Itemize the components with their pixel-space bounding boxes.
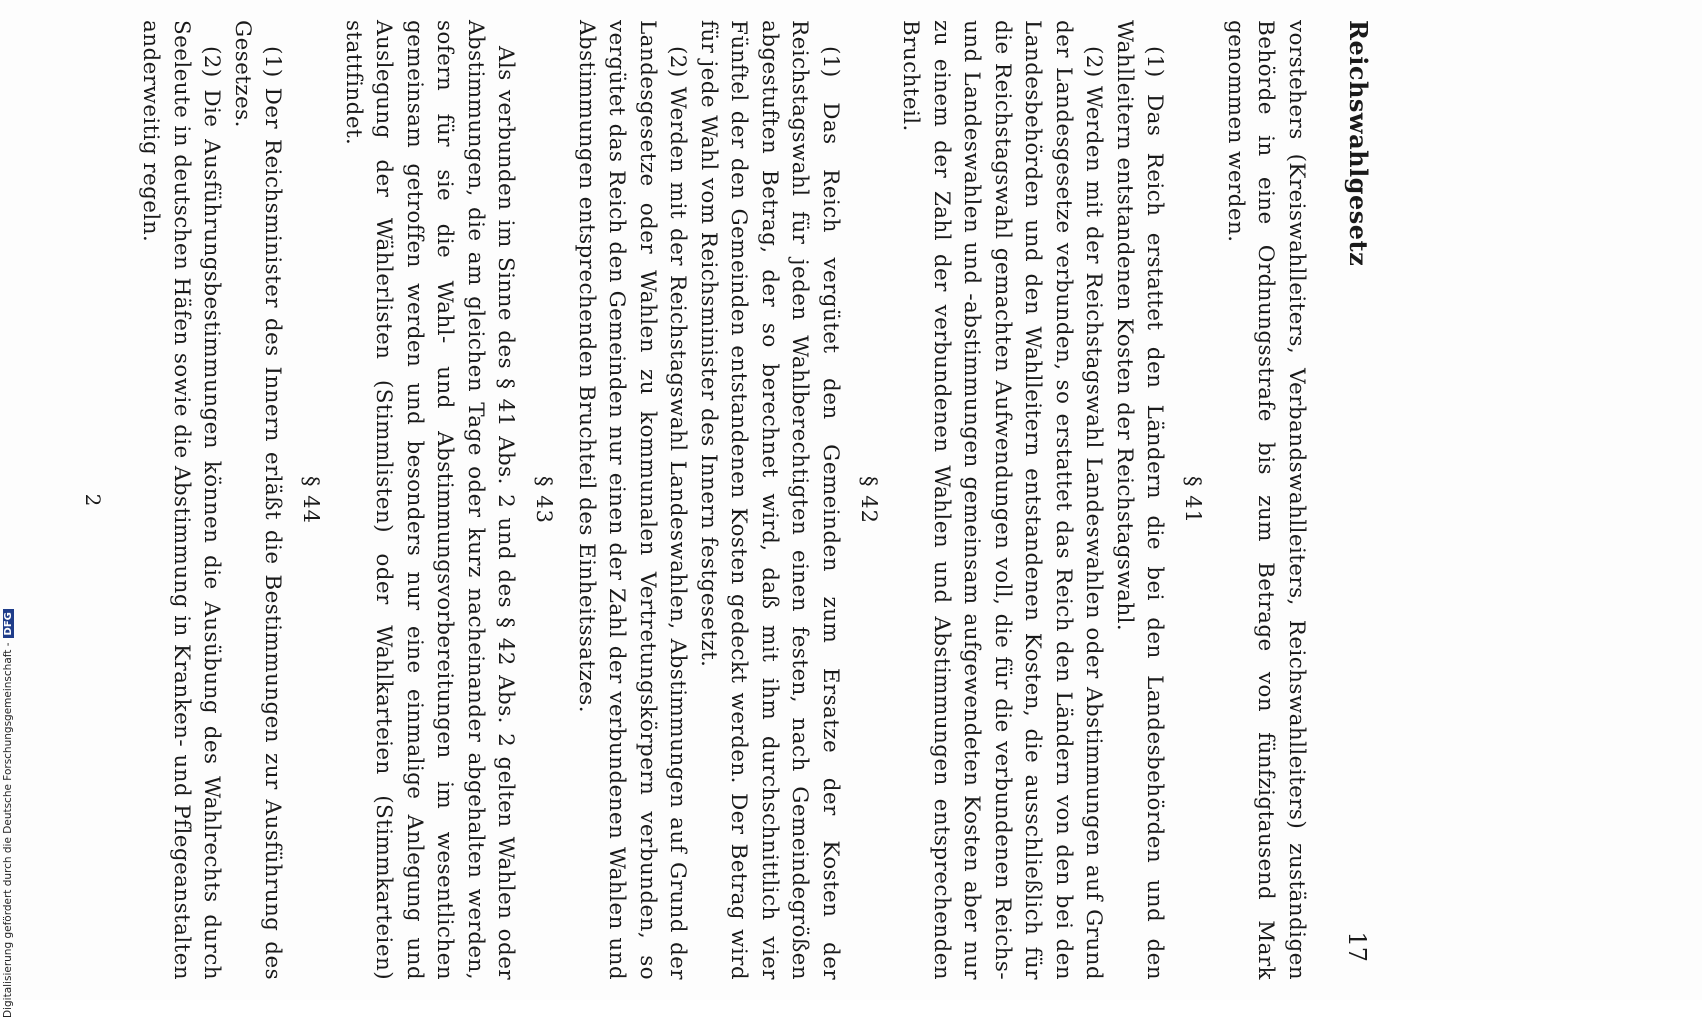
section-heading: § 41: [1181, 476, 1206, 524]
section-41: [895, 20, 1206, 980]
section-43: [338, 20, 557, 980]
paragraph: (2) Werden mit der Reichstagswahl Landeswahlen, Abstimmungen auf Grund der Landesgesetze oder Wahlen zu kommunalen Vertretungskörpern verbunden, so vergütet das Reich den Gemeinden nur einen der Zahl der verbundenen Wahlen und Abstimmungen entsprechenden Bruchteil des Einheitssatzes.: [574, 20, 691, 980]
intro-paragraph: vorstehers (Kreiswahlleiters, Verbandswahlleiters, Reichswahlleiters) zuständigen Behörde in eine Ordnungsstrafe bis zum Betrage von fünfzigtausend Mark genommen werden.: [1223, 20, 1309, 980]
dfg-logo: DFG: [3, 609, 14, 638]
credit-text: Digitalisierung gefördert durch die Deutsche Forschungsgemeinschaft -: [2, 642, 14, 1018]
section-heading: § 43: [532, 476, 557, 524]
paragraph: (1) Das Reich erstattet den Ländern die bei den Landesbehörden und den Wahlleitern entstandenen Kosten der Reichstagswahl.: [1112, 20, 1168, 980]
text-column: [81, 20, 1311, 980]
paragraph: (2) Die Ausführungsbestimmungen können die Ausübung des Wahlrechts durch Seeleute in deutschen Häfen sowie die Abstimmung in Kranken- und Pflegeanstalten anderweitig regeln.: [138, 20, 225, 980]
paragraph: Als verbunden im Sinne des § 41 Abs. 2 und des § 42 Abs. 2 gelten Wahlen oder Abstimmungen, die am gleichen Tage oder kurz nacheinander abgehalten werden, sofern für sie die Wahl- und Abstimmungsvorbereitungen im wesentlichen gemeinsam getroffen werden und besonders nur eine einmalige Anlegung und Auslegung der Wählerlisten (Stimmlisten) oder Wahlkarteien (Stimmkarteien) stattfindet.: [341, 20, 519, 980]
paragraph: (1) Das Reich vergütet den Gemeinden zum Ersatze der Kosten der Reichstagswahl für jeden Wahlberechtigten einen festen, nach Gemeindegrößen abgestuften Betrag, der so berechnet wird, daß mit ihm durchschnittlich vier Fünftel der den Gemeinden entstandenen Kosten gedeckt werden. Der Betrag wird für jede Wahl vom Reichsminister des Innern festgesetzt.: [696, 20, 843, 980]
paragraph: (2) Werden mit der Reichstagswahl Landeswahlen oder Abstimmungen auf Grund der Landesgesetze verbunden, so erstattet das Reich den Ländern von den bei den Landesbehörden und den Wahlleitern entstandenen Kosten, die ausschließlich für die Reichstagswahl gemachten Aufwendungen voll, die für die verbundenen Reichs- und Landeswahlen und -abstimmungen gemeinsam aufgewendeten Kosten aber nur zu einem der Zahl der verbundenen Wahlen und Abstimmungen entsprechenden Bruchteil.: [898, 20, 1107, 980]
section-42: [571, 20, 882, 980]
paragraph: (1) Der Reichsminister des Innern erläßt die Bestimmungen zur Ausführung des Gesetzes.: [230, 20, 286, 980]
section-heading: § 44: [299, 476, 324, 524]
section-44: [135, 20, 324, 980]
page-number: 17: [1343, 931, 1371, 962]
digitization-credit: [2, 518, 18, 1018]
running-header-title: Reichswahlgesetz: [1344, 20, 1373, 267]
rotated-page-content: [0, 20, 1381, 980]
section-heading: § 42: [857, 476, 881, 524]
printer-signature-mark: 2: [81, 493, 105, 507]
